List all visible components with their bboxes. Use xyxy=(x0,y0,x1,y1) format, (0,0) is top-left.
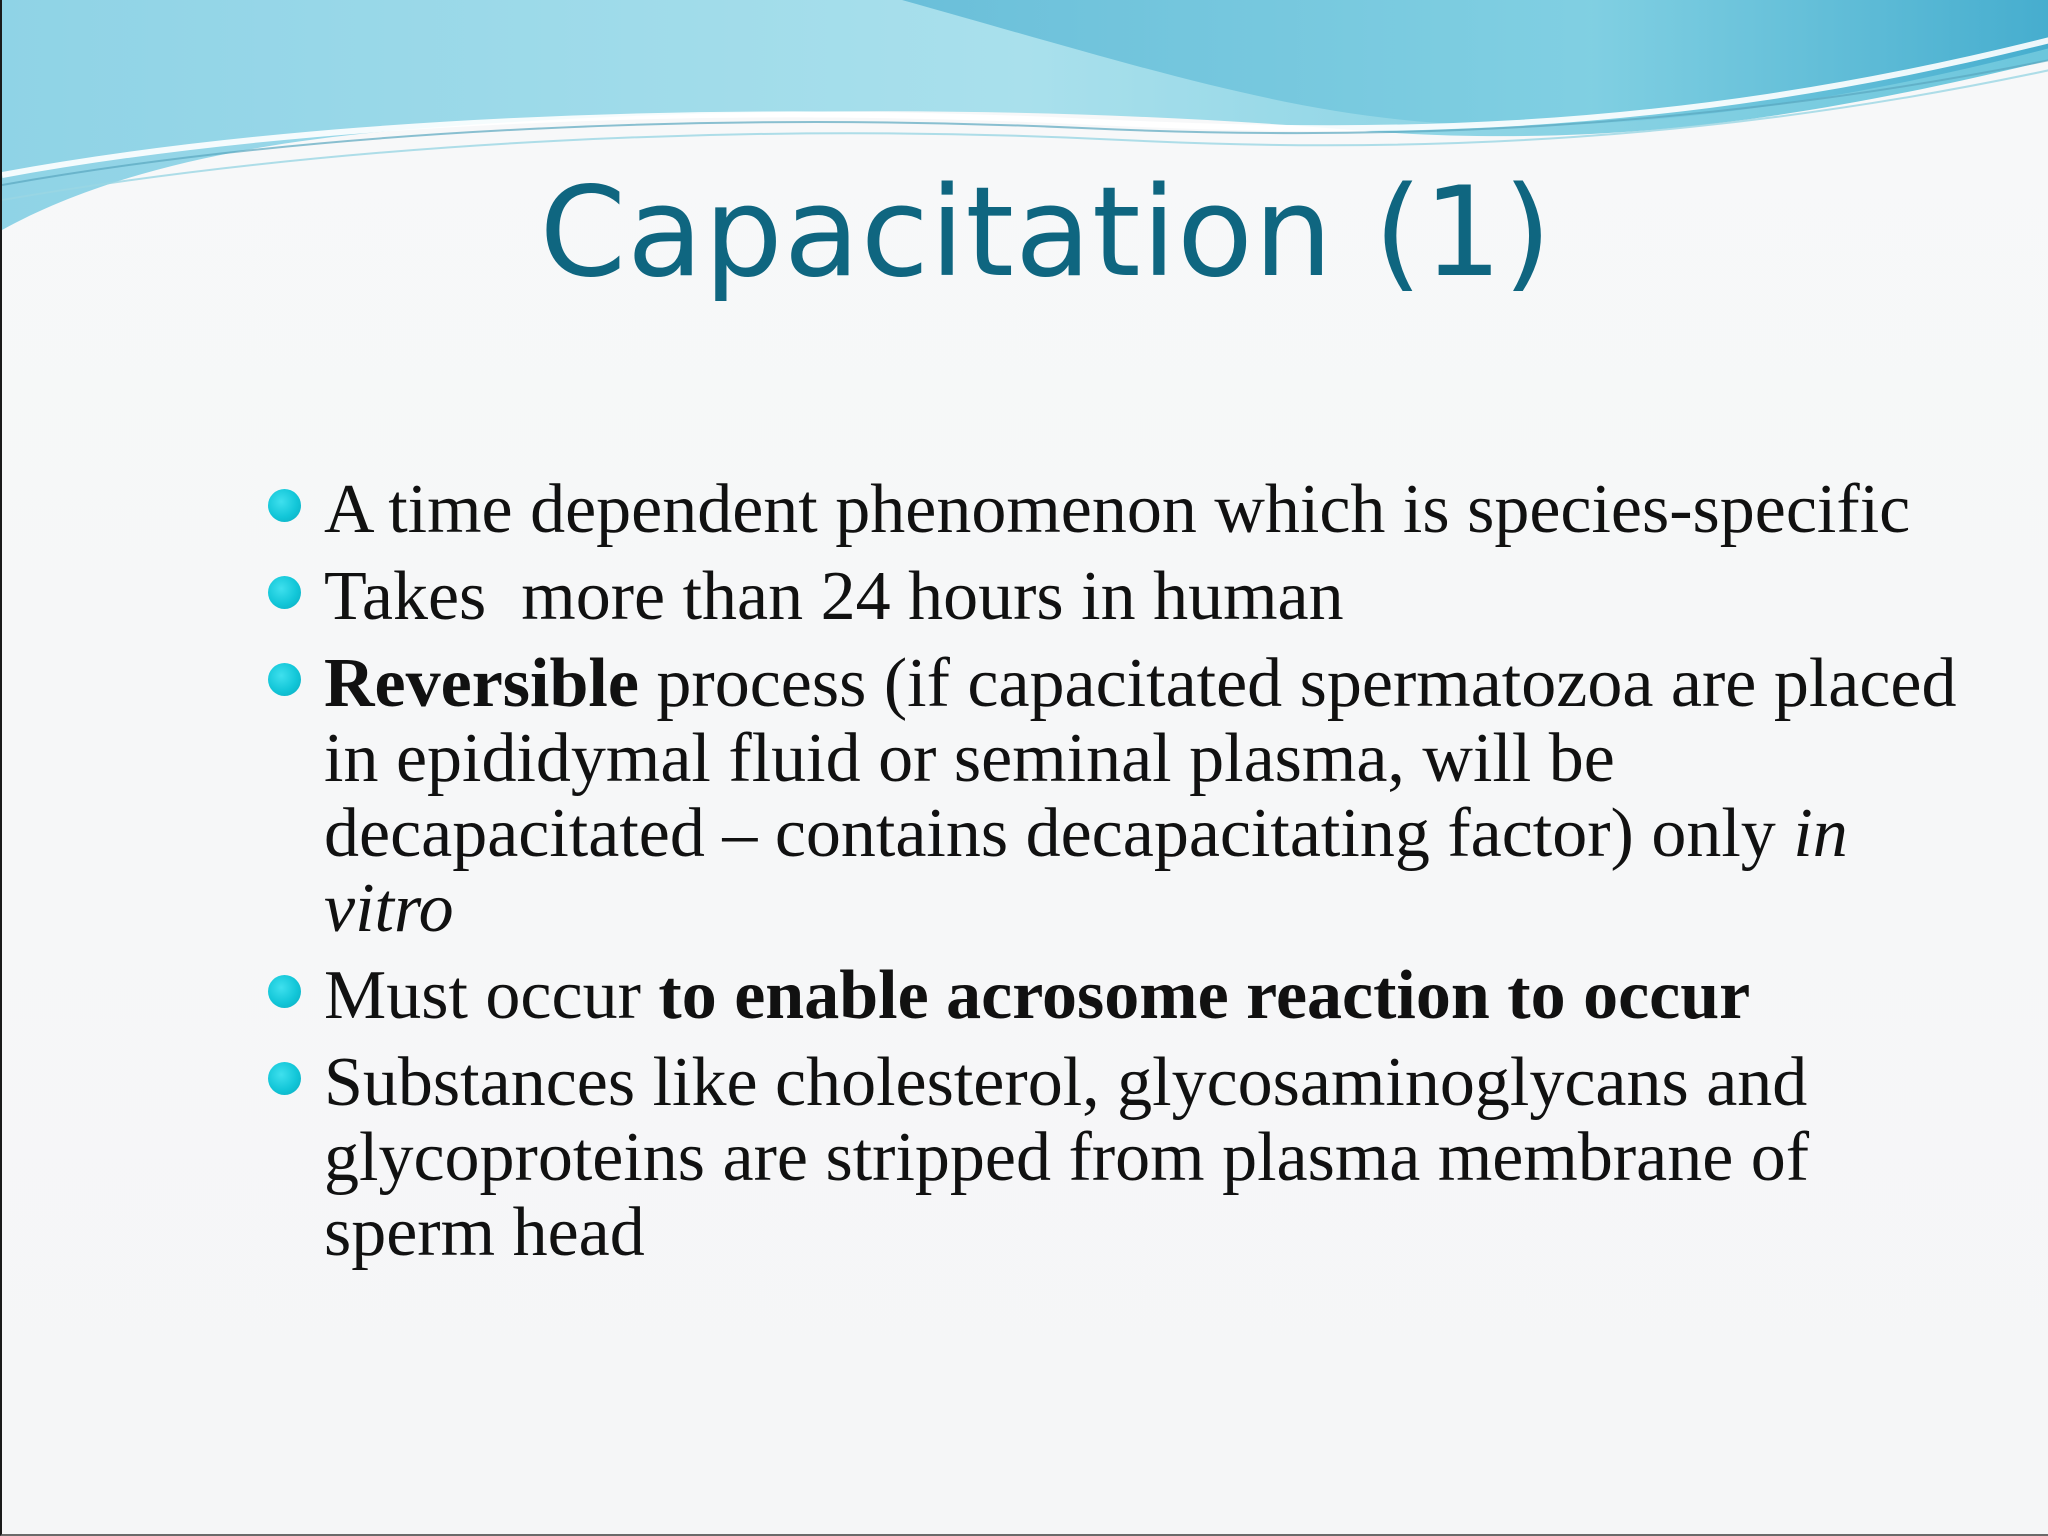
bullet-text: Takes more than 24 hours in human xyxy=(324,558,1344,635)
bullet-text: A time dependent phenomenon which is species-specific xyxy=(324,471,1911,548)
bullet-dot-icon xyxy=(268,1062,301,1095)
slide-title: Capacitation (1) xyxy=(539,161,1553,305)
bullet-dot-icon xyxy=(268,489,301,522)
bullet-text: Must occur xyxy=(324,957,659,1034)
bullet-text: Substances like cholesterol, glycosaminoglycans and glycoproteins are stripped from plasma membrane of sperm head xyxy=(324,1044,1810,1271)
bullet-dot-icon xyxy=(268,975,301,1008)
bullet-item xyxy=(262,1045,1962,1270)
bullet-dot-icon xyxy=(268,663,301,696)
bullet-italic-text: in vitro xyxy=(324,795,1848,947)
bullet-item xyxy=(262,559,1962,634)
bullet-item xyxy=(262,472,1962,547)
bullet-item xyxy=(262,958,1962,1033)
bullet-list xyxy=(262,471,1974,1282)
bullet-bold-text: to enable acrosome reaction to occur xyxy=(658,957,1751,1034)
bullet-text: process (if capacitated spermatozoa are placed in epididymal fluid or seminal plasma, will be decapacitated – contains decapacitating factor) only xyxy=(324,645,1974,872)
bullet-bold-text: Reversible xyxy=(324,645,639,722)
bullet-dot-icon xyxy=(268,576,301,609)
bullet-item xyxy=(262,645,1974,947)
